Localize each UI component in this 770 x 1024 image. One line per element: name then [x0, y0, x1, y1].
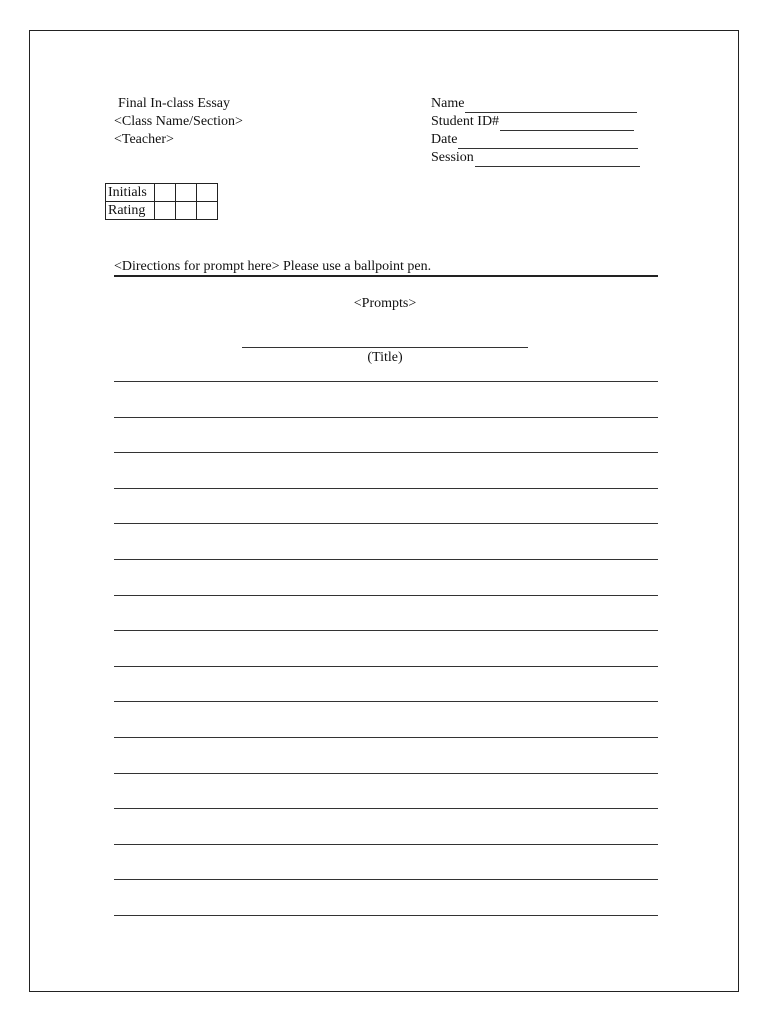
date-field-row: [431, 131, 640, 149]
writing-line[interactable]: [114, 808, 658, 809]
name-field-line[interactable]: [465, 98, 637, 113]
rating-row: [106, 202, 218, 220]
rating-cell[interactable]: [197, 202, 218, 220]
title-label: (Title): [367, 350, 403, 365]
initials-cell[interactable]: [155, 184, 176, 202]
writing-line[interactable]: [114, 737, 658, 738]
writing-line[interactable]: [114, 630, 658, 631]
writing-line[interactable]: [114, 915, 658, 916]
rating-cell[interactable]: [155, 202, 176, 220]
session-field-row: [431, 149, 640, 167]
writing-line[interactable]: [114, 381, 658, 382]
section-divider: [114, 275, 658, 277]
writing-line[interactable]: [114, 773, 658, 774]
date-field-line[interactable]: [458, 134, 638, 149]
name-field-row: [431, 95, 640, 113]
student-id-field-line[interactable]: [500, 116, 634, 131]
student-id-field-row: [431, 113, 640, 131]
writing-line[interactable]: [114, 559, 658, 560]
rating-cell[interactable]: [176, 202, 197, 220]
session-field-line[interactable]: [475, 152, 640, 167]
writing-line[interactable]: [114, 666, 658, 667]
writing-line[interactable]: [114, 417, 658, 418]
writing-line[interactable]: [114, 452, 658, 453]
writing-line[interactable]: [114, 879, 658, 880]
initials-label: Initials: [106, 184, 155, 202]
initials-cell[interactable]: [176, 184, 197, 202]
document-page: [29, 30, 739, 992]
class-name-text: <Class Name/Section>: [114, 114, 243, 129]
session-label: Session: [431, 150, 474, 165]
writing-line[interactable]: [114, 595, 658, 596]
header-left-block: [114, 95, 243, 149]
prompts-text: <Prompts>: [353, 296, 417, 311]
rating-label: Rating: [106, 202, 155, 220]
name-label: Name: [431, 96, 465, 111]
initials-row: [106, 184, 218, 202]
writing-line[interactable]: [114, 488, 658, 489]
header-right-block: [431, 95, 640, 167]
date-label: Date: [431, 132, 458, 147]
directions-text: <Directions for prompt here> Please use a ballpoint pen.: [114, 259, 432, 274]
writing-line[interactable]: [114, 523, 658, 524]
writing-line[interactable]: [114, 844, 658, 845]
writing-line[interactable]: [114, 701, 658, 702]
student-id-label: Student ID#: [431, 114, 500, 129]
essay-title-text: Final In-class Essay: [118, 96, 230, 111]
initials-cell[interactable]: [197, 184, 218, 202]
rating-table: [105, 183, 218, 220]
teacher-text: <Teacher>: [114, 132, 174, 147]
title-field-line[interactable]: [242, 347, 528, 348]
